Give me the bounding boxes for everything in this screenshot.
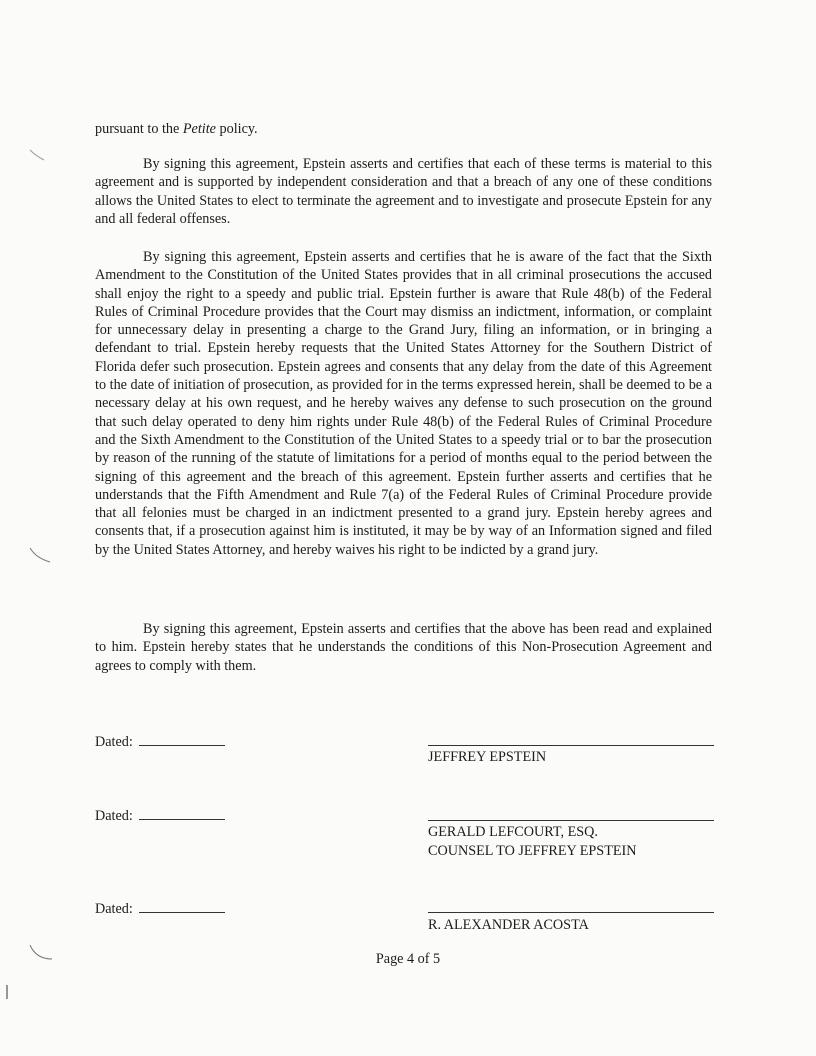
page-number: Page 4 of 5 (375, 951, 441, 967)
paragraph-speedy-trial-waiver: By signing this agreement, Epstein asserts and certifies that he is aware of the fact that the Sixth Amendment to the Constitution of the United States provides that in all criminal prosecutions the accused shall enjoy the right to a speedy and public trial. Epstein further is aware that Rule 48(b) of the Federal Rules of Criminal Procedure provides that the Court may dismiss an indictment, information, or complaint for unnecessary delay in presenting a charge to the Grand Jury, filing an information, or in bringing a defendant to trial. Epstein hereby requests that the United States Attorney for the Southern District of Florida defer such prosecution. Epstein agrees and consents that any delay from the date of this Agreement to the date of initiation of prosecution, as provided for in the terms expressed herein, shall be deemed to be a necessary delay at his own request, and he hereby waives any defense to such prosecution on the ground that such delay operated to deny him rights under Rule 48(b) of the Federal Rules of Criminal Procedure and the Sixth Amendment to the Constitution of the United States to a speedy trial or to bar the prosecution by reason of the running of the statute of limitations for a period of months equal to the period between the signing of this agreement and the breach of this agreement. Epstein further asserts and certifies that he understands that the Fifth Amendment and Rule 7(a) of the Federal Rules of Criminal Procedure provide that all felonies must be charged in an indictment presented to a grand jury. Epstein hereby agrees and consents that, if a prosecution against him is instituted, it may be by way of an Information signed and filed by the United States Attorney, and hereby waives his right to be indicted by a grand jury. (95, 249, 712, 558)
signatory-name: R. ALEXANDER ACOSTA (428, 917, 589, 933)
petite-emphasis: Petite (182, 121, 216, 137)
paragraph-acknowledgement: By signing this agreement, Epstein asserts and certifies that the above has been read and explained to him. Epstein hereby states that he understands the conditions of this Non-Prosecution Agreement and agrees to comply with them. (95, 621, 712, 674)
intro-before: pursuant to the (95, 121, 183, 137)
dated-label: Dated: (95, 734, 133, 750)
paragraph-breach-terms: By signing this agreement, Epstein asserts and certifies that each of these terms is material to this agreement and is supported by independent consideration and that a breach of any one of these conditions allows the United States to elect to terminate the agreement and to investigate and prosecute Epstein for any and all federal offenses. (95, 156, 712, 227)
dated-label: Dated: (95, 901, 133, 917)
dated-label: Dated: (95, 808, 133, 824)
signatory-name: JEFFREY EPSTEIN (428, 749, 547, 765)
signatory-name: GERALD LEFCOURT, ESQ. (428, 824, 598, 840)
intro-after: policy. (215, 121, 258, 137)
signatory-title: COUNSEL TO JEFFREY EPSTEIN (428, 843, 637, 859)
